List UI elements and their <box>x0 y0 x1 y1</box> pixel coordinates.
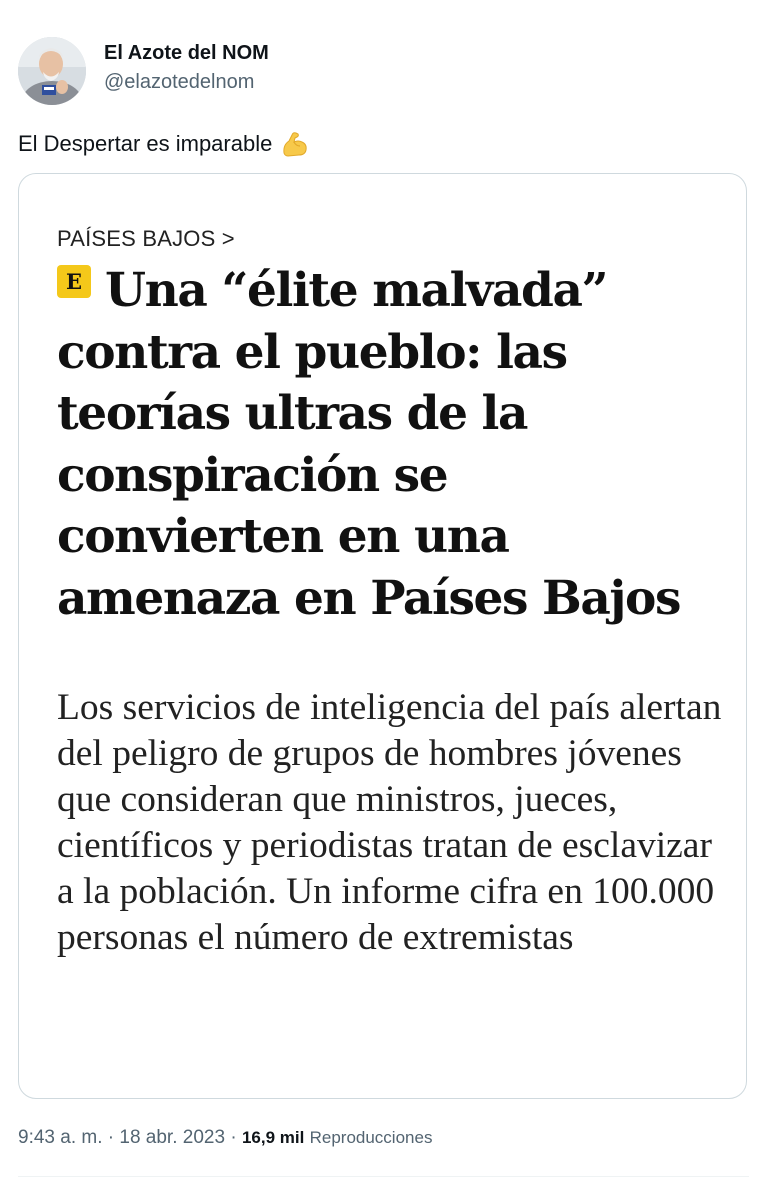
avatar[interactable] <box>18 37 86 105</box>
tweet-meta <box>18 1127 432 1149</box>
meta-separator: · <box>225 1127 242 1148</box>
newspaper-logo-icon <box>57 265 91 298</box>
article-headline <box>57 260 727 629</box>
tweet-text-content: El Despertar es imparable <box>18 131 273 156</box>
meta-separator: · <box>102 1127 120 1148</box>
tweet-time[interactable]: 9:43 a. m. <box>18 1127 103 1148</box>
views-label: Reproducciones <box>309 1128 433 1147</box>
article-subhead: Los servicios de inteligencia del país alertan del peligro de grupos de hombres jóvenes que consideran que ministros, jueces, científicos y periodistas tratan de esclavizar a la población. Un informe cifra en 100.000 personas el número de extremistas <box>57 687 722 958</box>
tweet-date[interactable]: 18 abr. 2023 <box>119 1127 226 1148</box>
views-count: 16,9 mil <box>241 1128 305 1147</box>
divider <box>18 1176 749 1177</box>
author-handle[interactable]: @elazotedelnom <box>104 71 255 93</box>
avatar-image <box>18 37 86 105</box>
article-card[interactable] <box>18 173 747 1099</box>
author-name[interactable]: El Azote del NOM <box>104 42 269 64</box>
flexed-biceps-icon <box>280 129 310 159</box>
article-headline-text: Una “élite malvada” contra el pueblo: las teorías ultras de la conspiración se convierten en una amenaza en Países Bajos <box>57 263 681 626</box>
article-section: PAÍSES BAJOS > <box>57 226 235 251</box>
tweet-text <box>18 129 310 159</box>
newspaper-logo-letter: E <box>65 269 82 294</box>
